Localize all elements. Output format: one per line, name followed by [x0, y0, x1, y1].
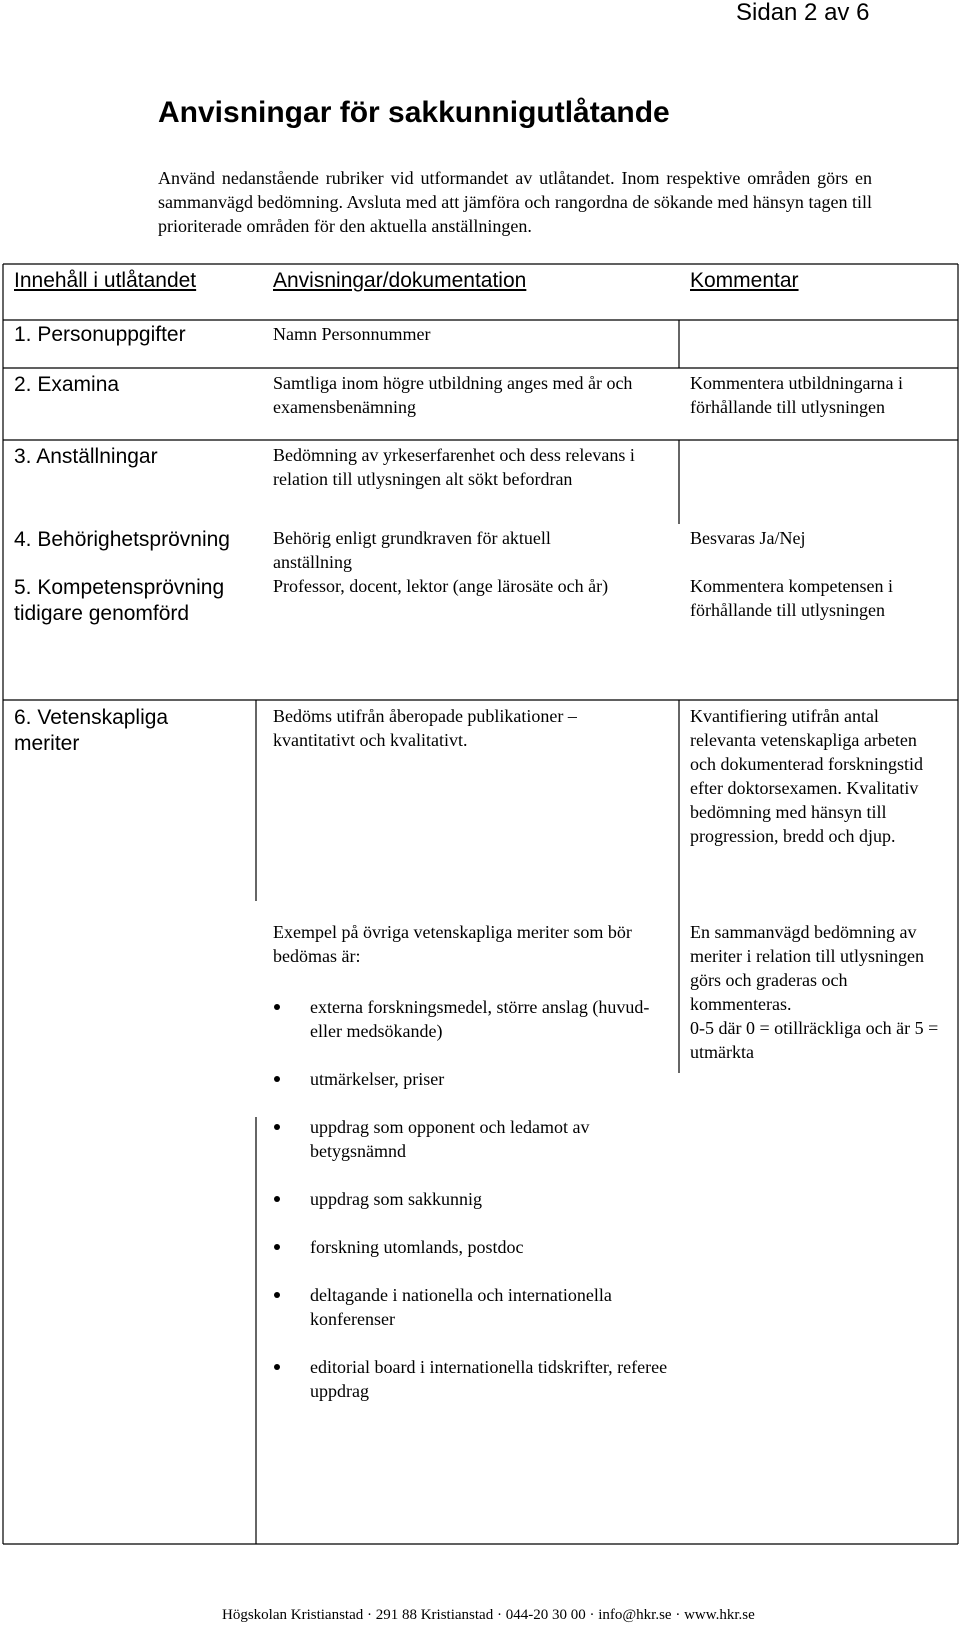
instruction-employments: Bedömning av yrkeserfarenhet och dess relevans i relation till utlysningen alt sökt befordran: [273, 445, 635, 489]
section-competence: 5. Kompetensprövning tidigare genomförd: [14, 576, 225, 625]
page-number: Sidan 2 av 6: [736, 0, 870, 26]
section-employments: 3. Anställningar: [14, 445, 158, 468]
instruction-degrees: Samtliga inom högre utbildning anges med år och examensbenämning: [273, 373, 633, 417]
list-item: deltagande i nationella och internationella konferenser: [274, 1283, 674, 1331]
list-item: uppdrag som opponent och ledamot av betygsnämnd: [274, 1115, 674, 1163]
comment-degrees: Kommentera utbildningarna i förhållande till utlysningen: [690, 373, 903, 417]
intro-paragraph: Använd nedanstående rubriker vid utformandet av utlåtandet. Inom respektive områden görs en sammanvägd bedömning. Avsluta med att jämföra och rangordna de sökande med hänsyn tagen till prioriterade områden för den aktuella anställningen.: [158, 168, 872, 236]
comment-overall-assessment: En sammanvägd bedömning av meriter i relation till utlysningen görs och graderas och kommenteras.: [690, 922, 924, 1014]
section-eligibility: 4. Behörighetsprövning: [14, 528, 230, 551]
header-instructions: Anvisningar/dokumentation: [273, 269, 527, 292]
list-item: forskning utomlands, postdoc: [274, 1235, 674, 1259]
comment-eligibility: Besvaras Ja/Nej: [690, 528, 806, 548]
instruction-scientific-merits: Bedöms utifrån åberopade publikationer – kvantitativt och kvalitativt.: [273, 706, 577, 750]
comment-scientific-merits: Kvantifiering utifrån antal relevanta vetenskapliga arbeten och dokumenterad forskningstid efter doktorsexamen. Kvalitativ bedömning med hänsyn till progression, bredd och djup.: [690, 706, 923, 846]
section-scientific-merits: 6. Vetenskapliga meriter: [14, 706, 169, 755]
header-comment: Kommentar: [690, 269, 799, 292]
other-merits-list: [274, 995, 674, 1403]
list-item: externa forskningsmedel, större anslag (huvud- eller medsökande): [274, 995, 674, 1043]
comment-grading-scale: 0-5 där 0 = otillräckliga och är 5 = utmärkta: [690, 1018, 939, 1062]
instruction-personal-data: Namn Personnummer: [273, 324, 431, 344]
other-merits-intro: Exempel på övriga vetenskapliga meriter som bör bedömas är:: [273, 922, 632, 966]
comment-competence: Kommentera kompetensen i förhållande till utlysningen: [690, 576, 893, 620]
header-content: Innehåll i utlåtandet: [14, 269, 197, 292]
page-footer: Högskolan Kristianstad · 291 88 Kristianstad · 044-20 30 00 · info@hkr.se · www.hkr.se: [222, 1607, 755, 1623]
list-item: utmärkelser, priser: [274, 1067, 674, 1091]
instruction-competence: Professor, docent, lektor (ange lärosäte och år): [273, 576, 609, 596]
section-degrees: 2. Examina: [14, 373, 120, 396]
instruction-eligibility: Behörig enligt grundkraven för aktuell anställning: [273, 528, 551, 572]
page-title: Anvisningar för sakkunnigutlåtande: [158, 96, 670, 129]
list-item: uppdrag som sakkunnig: [274, 1187, 674, 1211]
section-personal-data: 1. Personuppgifter: [14, 323, 186, 346]
list-item: editorial board i internationella tidskrifter, referee uppdrag: [274, 1355, 674, 1403]
